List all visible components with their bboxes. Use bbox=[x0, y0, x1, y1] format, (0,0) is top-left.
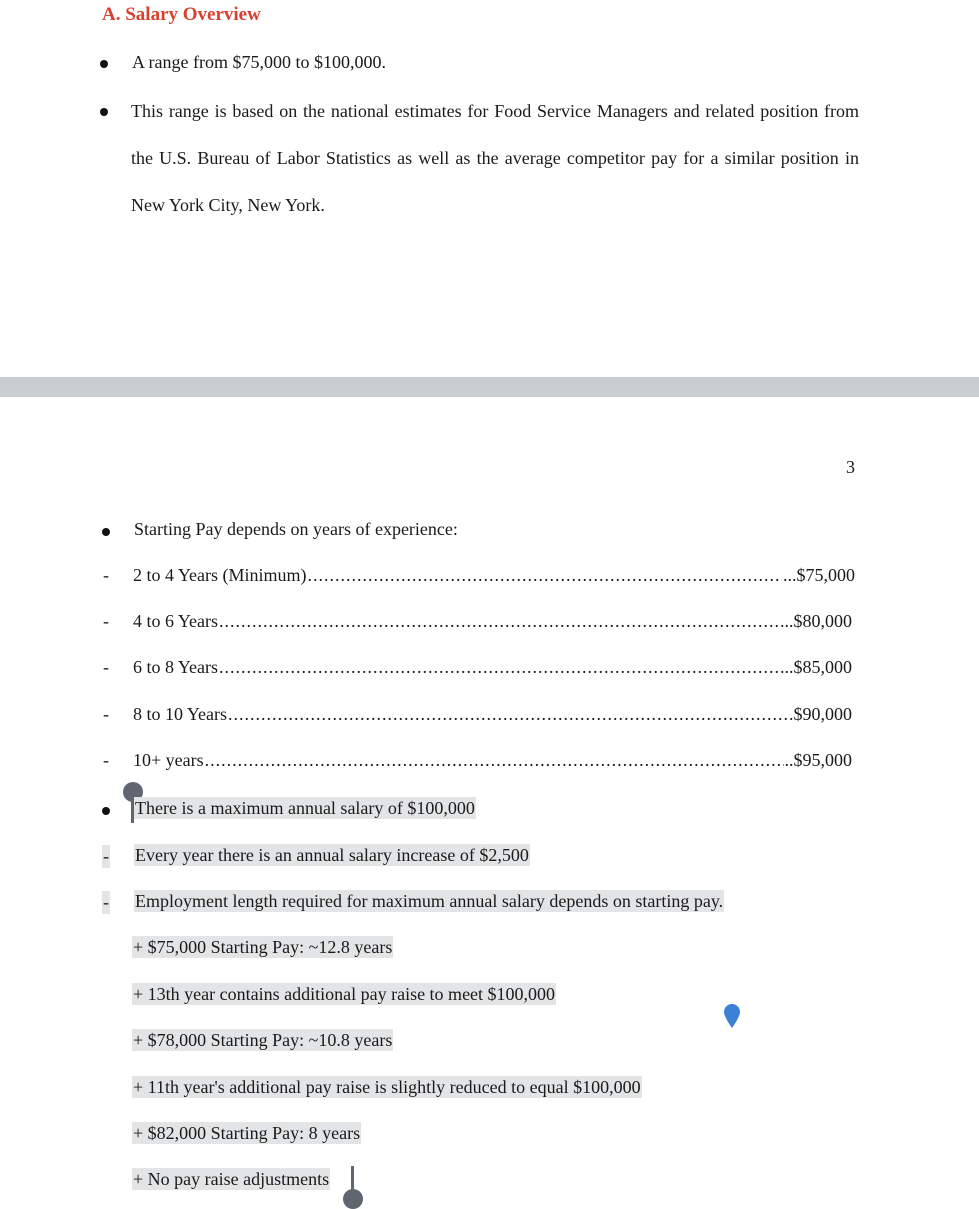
dash-marker: - bbox=[103, 657, 109, 677]
pay-row-value: ...$75,000 bbox=[783, 565, 855, 585]
section-heading: A. Salary Overview bbox=[102, 4, 261, 25]
document-page-top bbox=[0, 0, 979, 377]
pay-row-label: 4 to 6 Years bbox=[133, 611, 219, 631]
detail-line[interactable]: + No pay raise adjustments bbox=[133, 1169, 330, 1189]
pay-row bbox=[133, 657, 852, 681]
starting-pay-intro: Starting Pay depends on years of experience: bbox=[134, 519, 458, 539]
pay-row bbox=[133, 704, 852, 728]
detail-line[interactable]: + 11th year's additional pay raise is slightly reduced to equal $100,000 bbox=[133, 1077, 641, 1097]
dot-leader bbox=[205, 750, 784, 771]
bullet-dot bbox=[100, 108, 108, 116]
pay-row bbox=[133, 611, 852, 635]
document-page-bottom bbox=[0, 397, 979, 1202]
annual-increase-text[interactable]: Every year there is an annual salary increase of $2,500 bbox=[135, 845, 529, 865]
pay-row-value: ..$85,000 bbox=[784, 657, 852, 677]
employment-length-text[interactable]: Employment length required for maximum annual salary depends on starting pay. bbox=[135, 891, 724, 911]
comment-pin-icon[interactable] bbox=[724, 1004, 740, 1028]
dash-marker: - bbox=[103, 846, 109, 866]
dash-marker: - bbox=[103, 565, 109, 585]
bullet-dot bbox=[102, 807, 110, 815]
pay-row bbox=[133, 750, 852, 774]
detail-line[interactable]: + 13th year contains additional pay raise to meet $100,000 bbox=[133, 984, 556, 1004]
detail-line[interactable]: + $78,000 Starting Pay: ~10.8 years bbox=[133, 1030, 393, 1050]
max-salary-text[interactable]: There is a maximum annual salary of $100,000 bbox=[135, 798, 475, 818]
dash-marker: - bbox=[103, 750, 109, 770]
dash-marker: - bbox=[103, 611, 109, 631]
detail-line[interactable]: + $75,000 Starting Pay: ~12.8 years bbox=[133, 937, 393, 957]
pay-row-value: ..$80,000 bbox=[784, 611, 852, 631]
bullet-text-range: A range from $75,000 to $100,000. bbox=[132, 52, 386, 72]
pay-row-label: 6 to 8 Years bbox=[133, 657, 219, 677]
pay-row-value: $90,000 bbox=[793, 704, 852, 724]
bullet-text-range-basis: This range is based on the national estimates for Food Service Managers and related position from the U.S. Bureau of Labor Statistics as well as the average competitor pay for a similar position in New York City, New York. bbox=[131, 101, 859, 215]
detail-line[interactable]: + $82,000 Starting Pay: 8 years bbox=[133, 1123, 361, 1143]
pay-row bbox=[133, 565, 855, 589]
bullet-dot bbox=[102, 528, 110, 536]
page-number: 3 bbox=[846, 457, 855, 477]
dot-leader bbox=[308, 565, 782, 586]
pay-row-value: ..$95,000 bbox=[784, 750, 852, 770]
dot-leader bbox=[219, 657, 783, 678]
selection-end-handle[interactable] bbox=[343, 1189, 363, 1209]
dot-leader bbox=[228, 704, 792, 725]
pay-row-label: 8 to 10 Years bbox=[133, 704, 228, 724]
dash-marker: - bbox=[103, 704, 109, 724]
page-separator bbox=[0, 377, 979, 397]
pay-row-label: 2 to 4 Years (Minimum) bbox=[133, 565, 307, 585]
pay-row-label: 10+ years bbox=[133, 750, 204, 770]
bullet-dot bbox=[100, 60, 108, 68]
dot-leader bbox=[219, 611, 783, 632]
dash-marker: - bbox=[103, 892, 109, 912]
